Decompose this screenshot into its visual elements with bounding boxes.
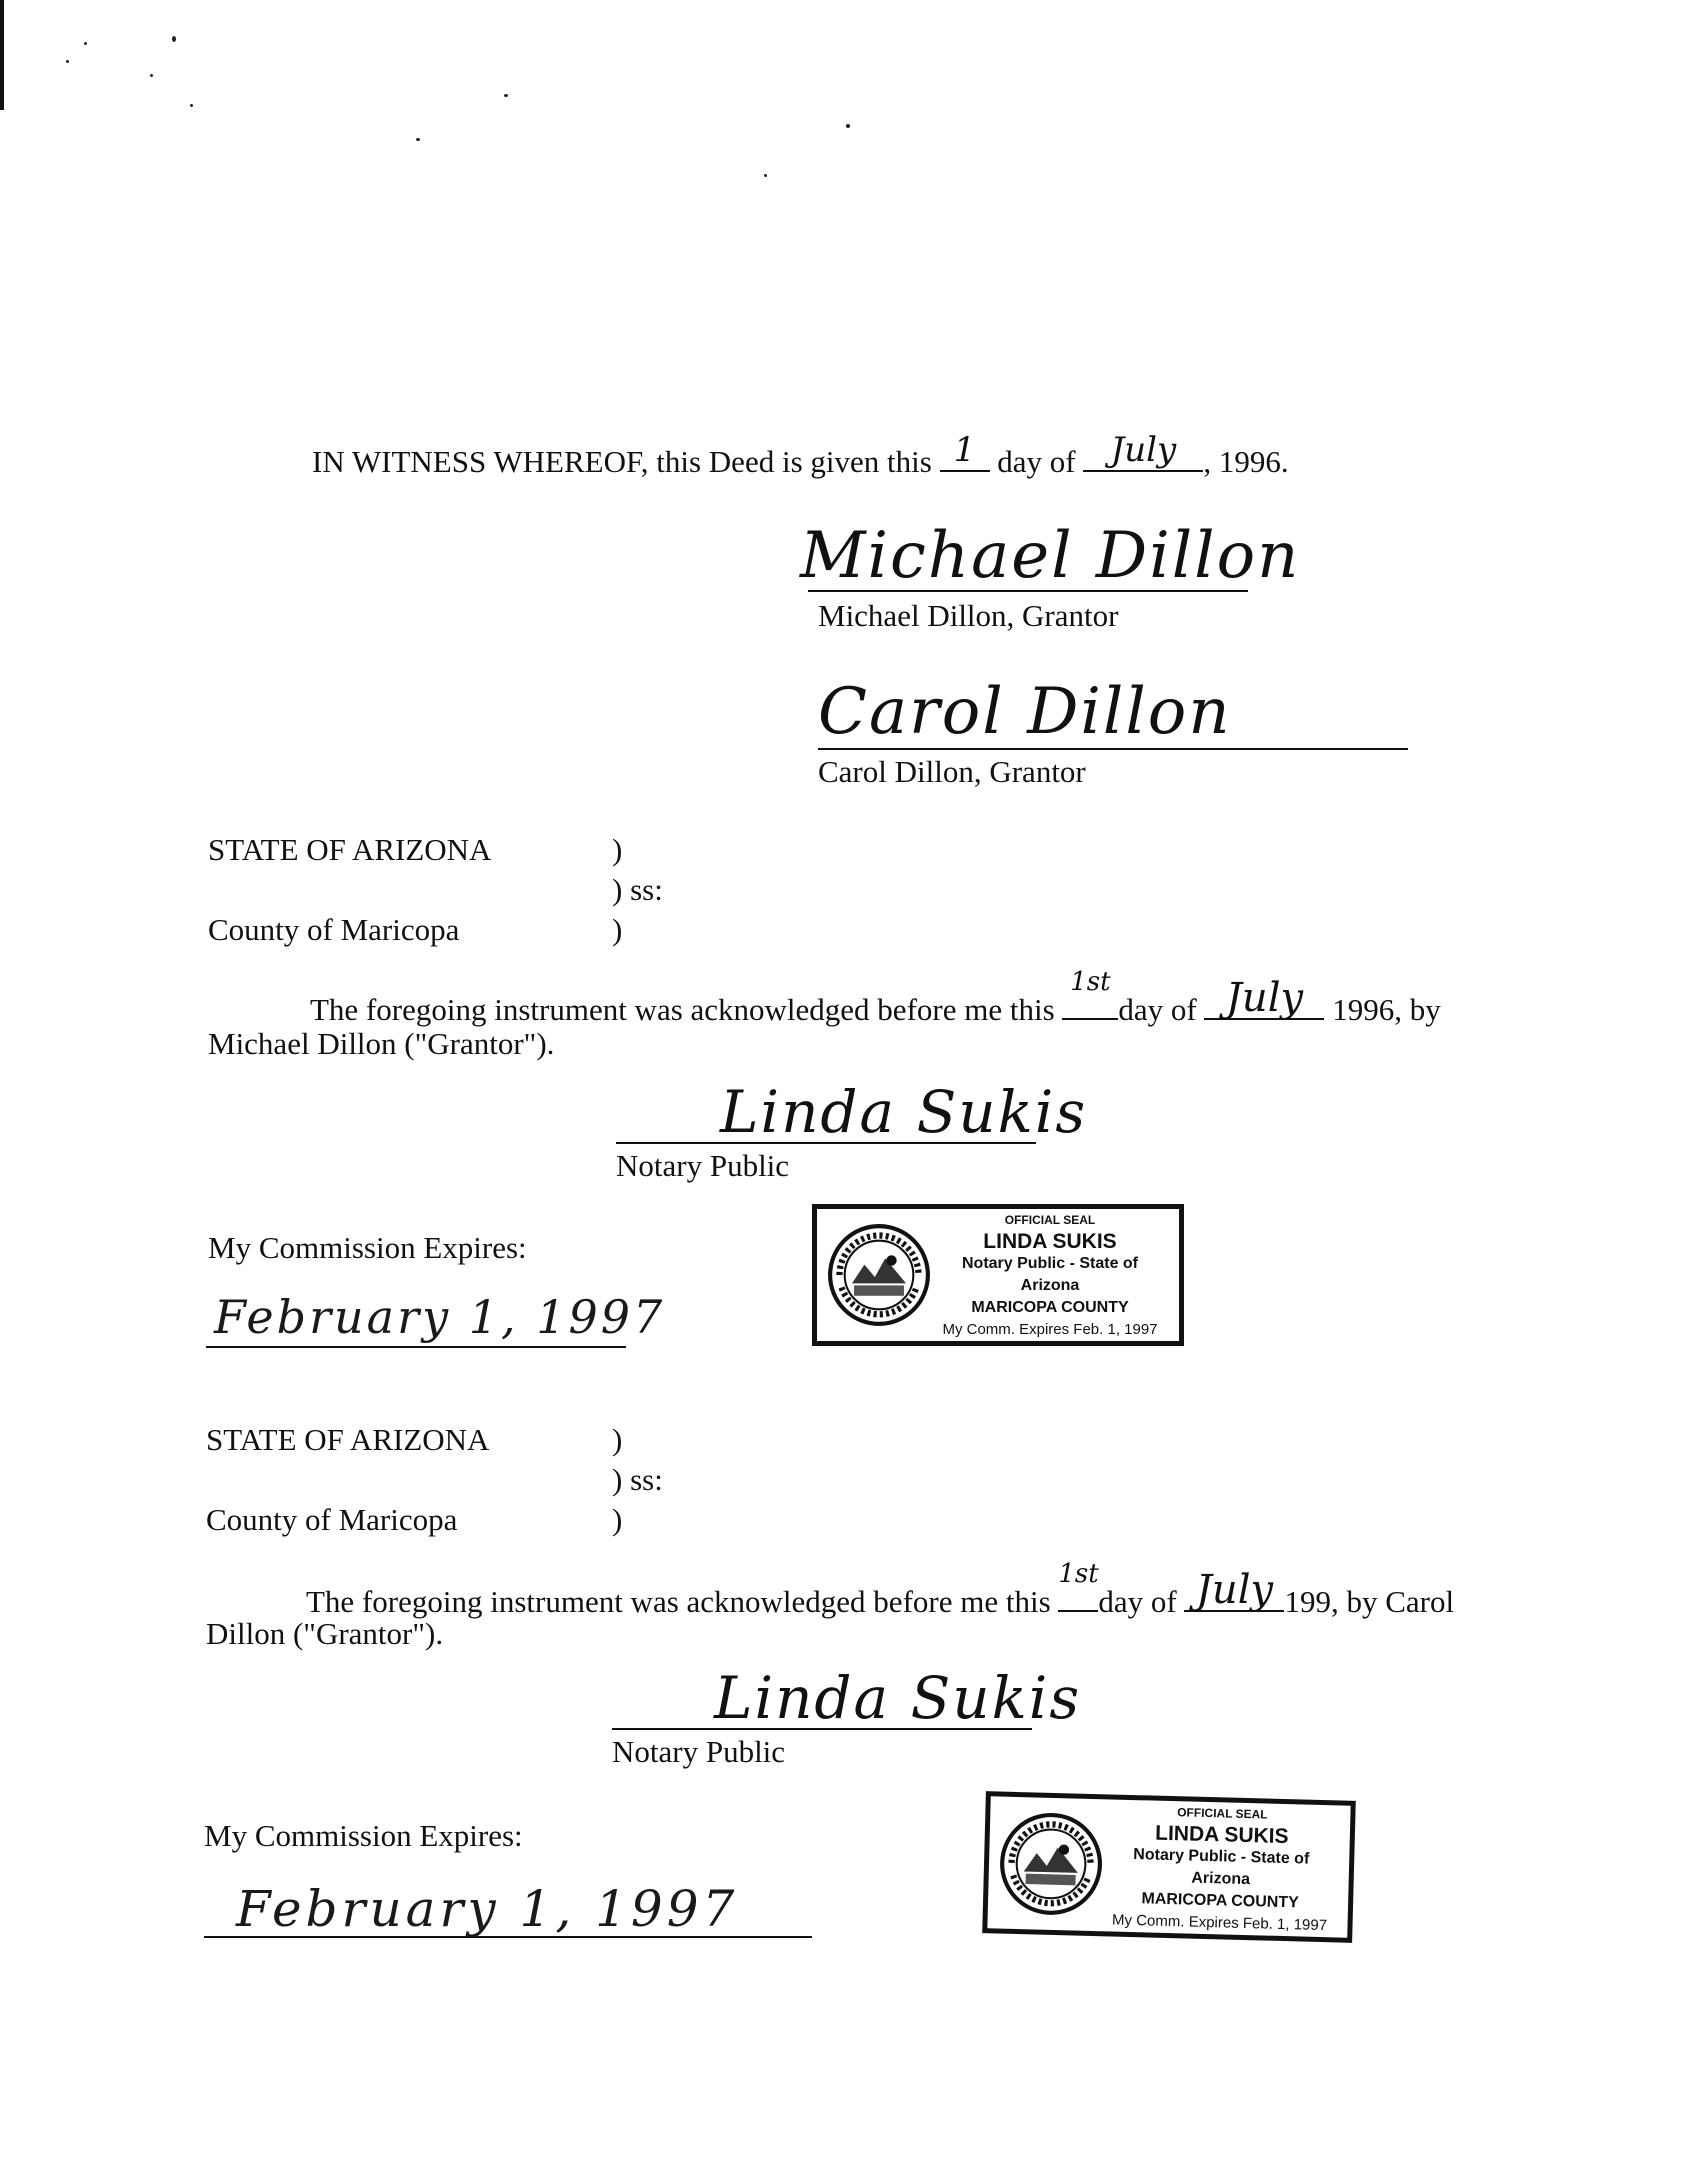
- ack1-month-blank: [1204, 975, 1324, 1021]
- ack1-commission-date: February 1, 1997: [214, 1290, 666, 1344]
- ack1-commission-line: [206, 1346, 626, 1348]
- ack1-state: STATE OF ARIZONA: [208, 832, 492, 867]
- ack2-commission-line: [204, 1936, 812, 1938]
- ack1-line2: Michael Dillon ("Grantor").: [208, 1026, 555, 1061]
- ack2-county: County of Maricopa: [206, 1502, 458, 1537]
- ack2-commission-label: My Commission Expires:: [204, 1818, 523, 1853]
- grantor2-label: Carol Dillon, Grantor: [818, 754, 1086, 789]
- seal-2-county: MARICOPA COUNTY: [1141, 1890, 1299, 1912]
- ack1-day-blank: [1062, 967, 1118, 1020]
- ack2-paren-top: ): [612, 1422, 623, 1457]
- ack1-paren-top: ): [612, 832, 623, 867]
- ack1-county: County of Maricopa: [208, 912, 460, 947]
- seal-2-expires: My Comm. Expires Feb. 1, 1997: [1111, 1911, 1328, 1935]
- ack2-paren-bottom: ): [612, 1502, 623, 1537]
- grantor2-signature: Carol Dillon: [818, 675, 1232, 749]
- great-seal-arizona-icon: [998, 1811, 1105, 1918]
- ack1-line1-suffix: 1996, by: [1332, 992, 1441, 1027]
- ack1-line1-prefix: The foregoing instrument was acknowledged before me this: [310, 992, 1055, 1027]
- ack2-ss: ) ss:: [612, 1462, 663, 1497]
- seal-2-title: Notary Public - State of Arizona: [1133, 1846, 1310, 1889]
- ack2-notary-signature: Linda Sukis: [714, 1664, 1082, 1732]
- witness-month: July: [1110, 430, 1177, 470]
- seal-1-title: Notary Public - State of Arizona: [961, 1255, 1139, 1294]
- seal-1-county: MARICOPA COUNTY: [971, 1299, 1129, 1316]
- ack1-paren-bottom: ): [612, 912, 623, 947]
- ack1-notary-signature: Linda Sukis: [720, 1078, 1088, 1146]
- scan-speck: [172, 36, 176, 42]
- seal-2-text: [1101, 1799, 1340, 1937]
- scan-speck: [416, 138, 420, 141]
- notary-seal-1: [812, 1204, 1184, 1346]
- ack2-line1: [306, 1559, 1455, 1620]
- ack2-month: July: [1195, 1567, 1274, 1613]
- scan-edge-mark: [0, 0, 4, 110]
- scan-speck: [66, 60, 69, 63]
- ack2-commission-date: February 1, 1997: [236, 1880, 739, 1938]
- witness-day: 1: [953, 430, 976, 470]
- scan-speck: [504, 94, 508, 97]
- ack1-notary-signature-line: [616, 1142, 1036, 1144]
- ack2-notary-signature-line: [612, 1728, 1032, 1730]
- great-seal-arizona-icon: [827, 1223, 931, 1327]
- scan-speck: [84, 42, 87, 45]
- grantor1-signature: Michael Dillon: [800, 519, 1301, 593]
- witness-day-blank: [940, 430, 990, 472]
- grantor2-signature-line: [818, 748, 1408, 750]
- seal-1-text: [931, 1209, 1169, 1341]
- ack1-line1: [310, 967, 1441, 1028]
- ack1-ss: ) ss:: [612, 872, 663, 907]
- ack2-month-blank: [1184, 1567, 1284, 1613]
- ack2-line2: Dillon ("Grantor").: [206, 1616, 444, 1651]
- witness-suffix: , 1996.: [1203, 444, 1289, 479]
- seal-1-name: LINDA SUKIS: [983, 1230, 1117, 1253]
- ack1-notary-label: Notary Public: [616, 1148, 790, 1183]
- ack2-day: 1st: [1058, 1559, 1099, 1589]
- grantor1-label: Michael Dillon, Grantor: [818, 598, 1119, 633]
- seal-1-expires: My Comm. Expires Feb. 1, 1997: [942, 1321, 1158, 1338]
- ack1-commission-label: My Commission Expires:: [208, 1230, 527, 1265]
- ack2-day-blank: [1058, 1559, 1099, 1612]
- ack2-line1-suffix: 199, by Carol: [1284, 1584, 1455, 1619]
- seal-2-name: LINDA SUKIS: [1154, 1821, 1289, 1849]
- scan-speck: [764, 174, 767, 177]
- scan-speck: [846, 124, 850, 128]
- witness-prefix: IN WITNESS WHEREOF, this Deed is given this: [312, 444, 932, 479]
- ack1-mid: day of: [1118, 992, 1197, 1027]
- ack1-month: July: [1225, 975, 1304, 1021]
- witness-month-blank: [1083, 430, 1203, 472]
- ack2-notary-label: Notary Public: [612, 1734, 786, 1769]
- grantor1-signature-line: [808, 590, 1248, 592]
- witness-mid: day of: [997, 444, 1076, 479]
- seal-2-official: OFFICIAL SEAL: [1177, 1805, 1268, 1822]
- scan-speck: [190, 104, 193, 107]
- seal-1-official: OFFICIAL SEAL: [1004, 1213, 1096, 1227]
- witness-clause: [312, 430, 1289, 480]
- scan-speck: [150, 74, 153, 77]
- ack2-line1-prefix: The foregoing instrument was acknowledged before me this: [306, 1584, 1051, 1619]
- ack2-mid: day of: [1098, 1584, 1177, 1619]
- ack1-day: 1st: [1070, 967, 1111, 997]
- ack2-state: STATE OF ARIZONA: [206, 1422, 490, 1457]
- notary-seal-2: [982, 1791, 1356, 1943]
